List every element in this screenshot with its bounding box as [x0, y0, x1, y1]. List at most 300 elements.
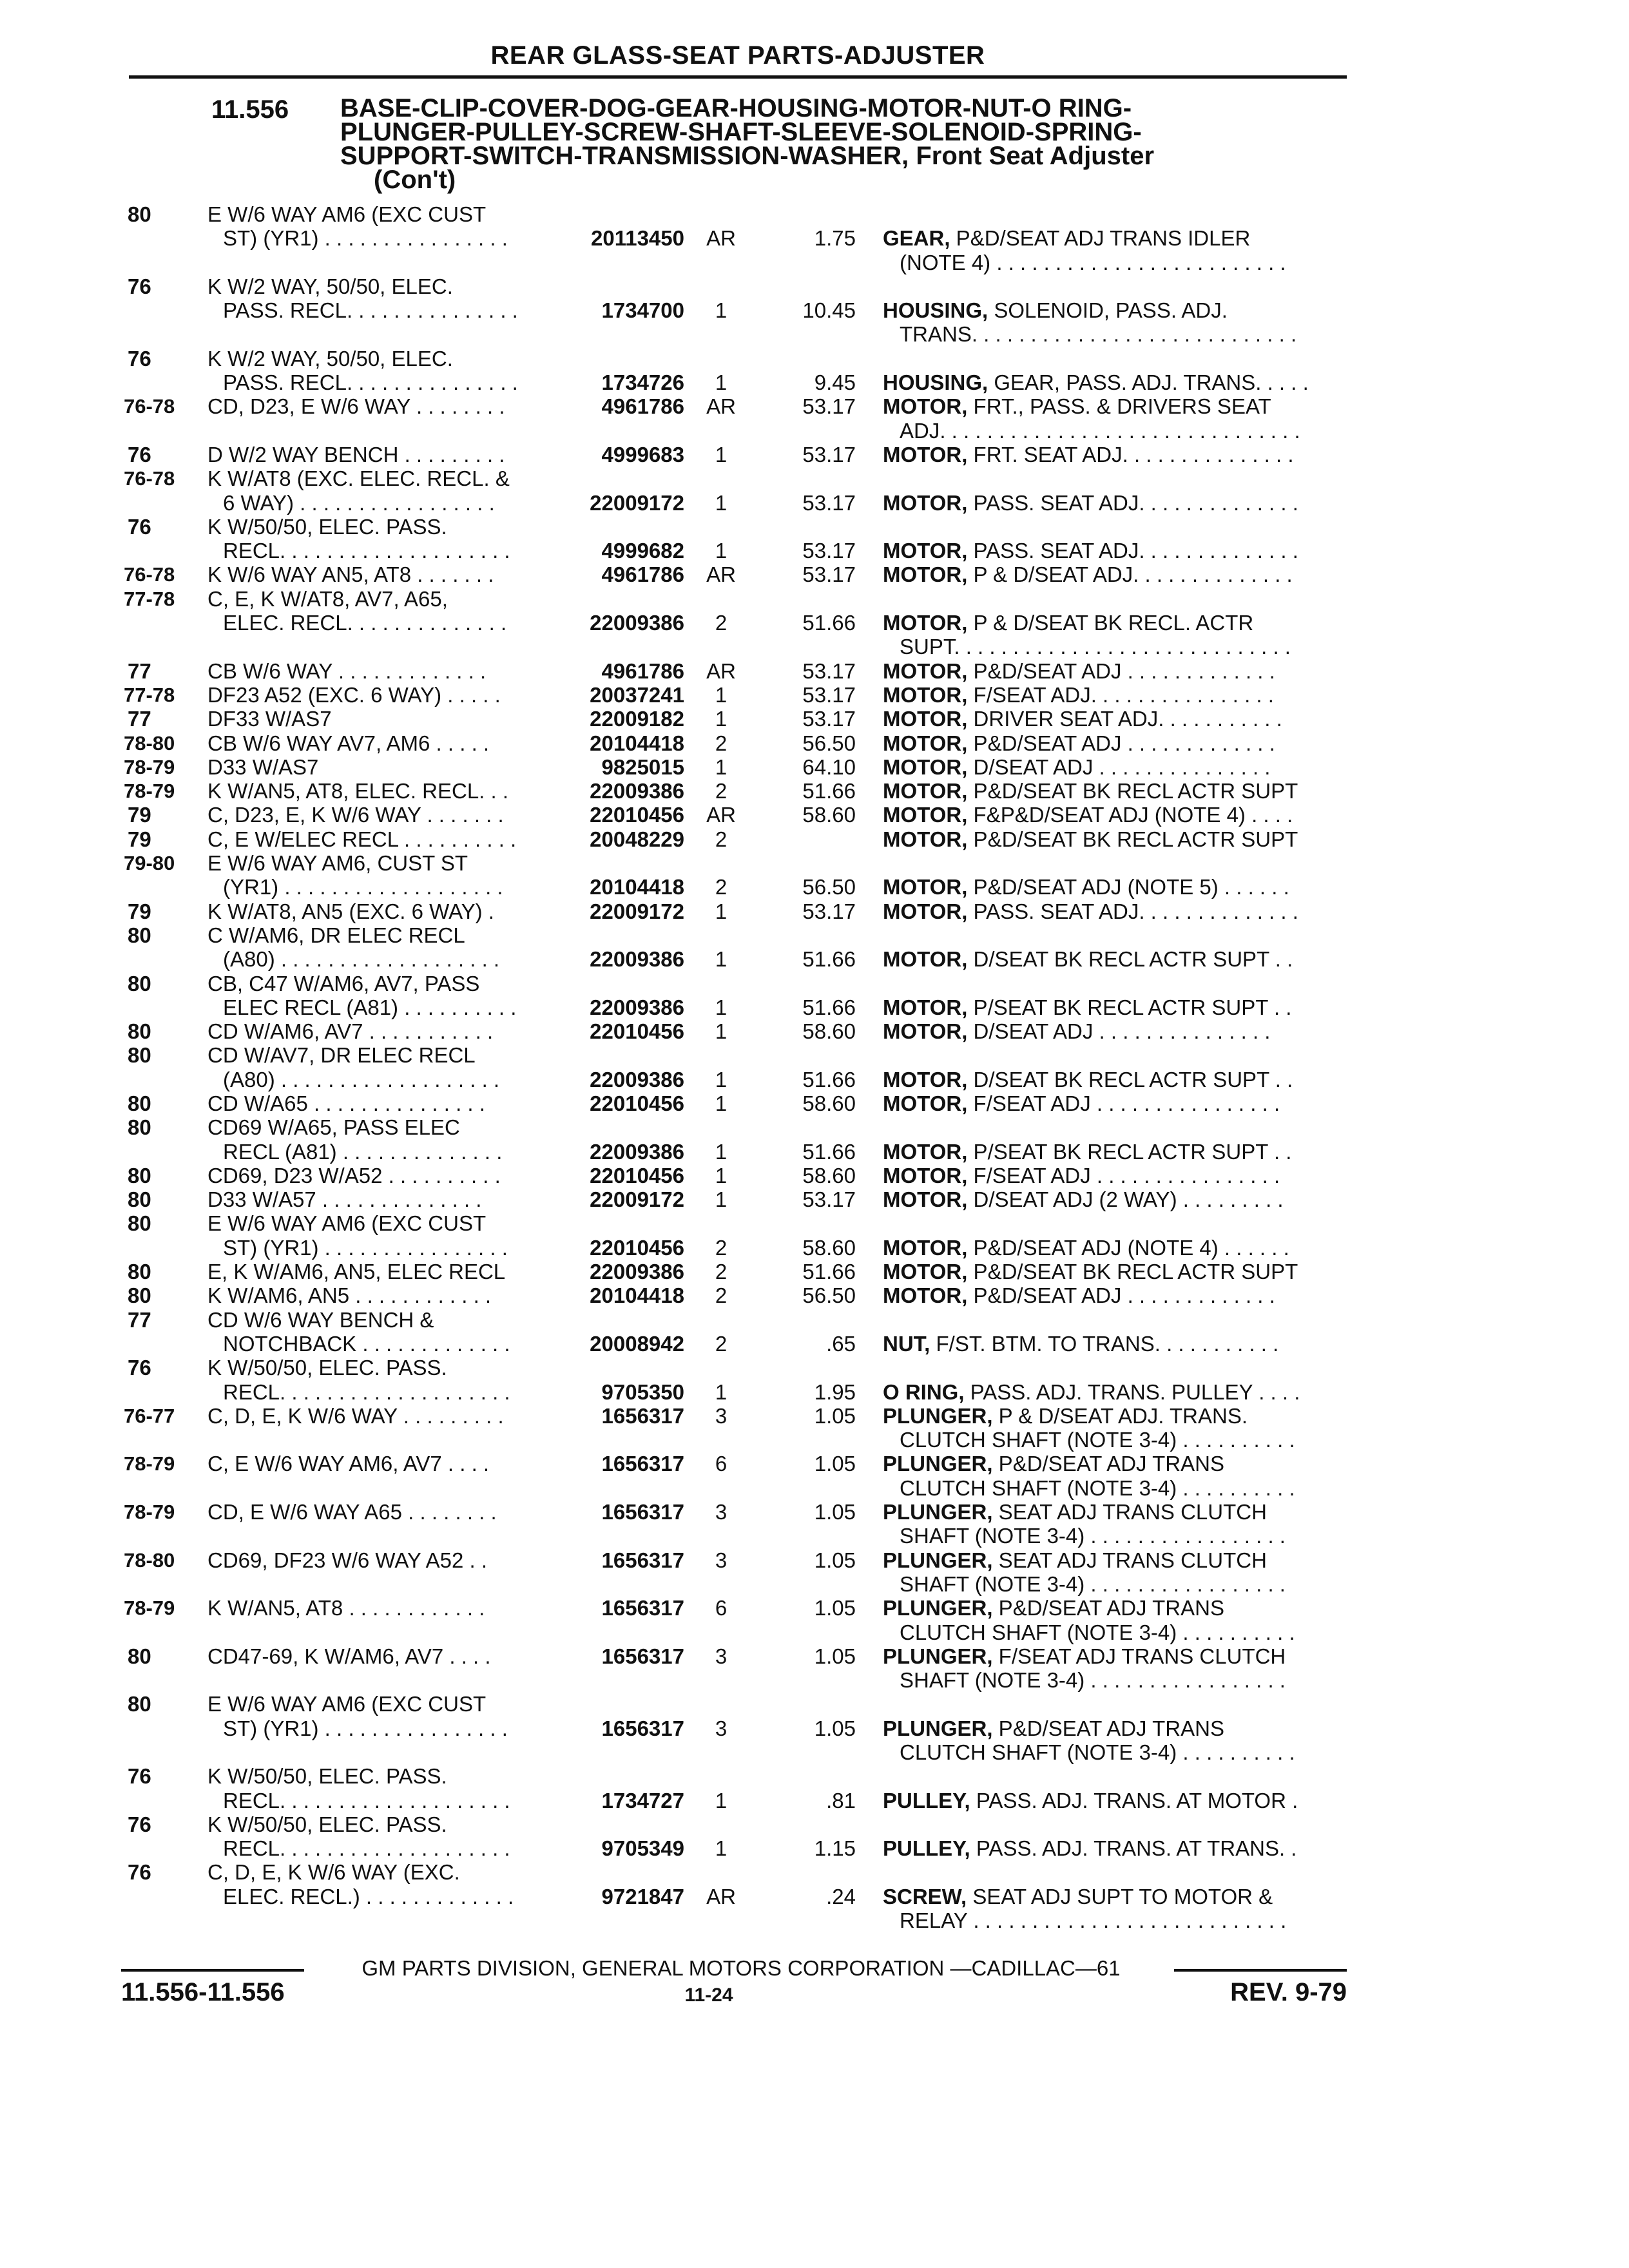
price: 9.45: [814, 370, 856, 395]
part-name-detail: DRIVER SEAT ADJ. . . . . . . . . . .: [967, 707, 1282, 731]
part-name-detail: FRT. SEAT ADJ. . . . . . . . . . . . . . .: [967, 442, 1294, 466]
part-name-detail: CLUTCH SHAFT (NOTE 3-4) . . . . . . . . . .: [900, 1740, 1295, 1764]
part-name-keyword: MOTOR,: [883, 947, 968, 972]
price: 10.45: [802, 298, 856, 323]
quantity: 1: [715, 370, 728, 395]
part-name-keyword: SCREW,: [883, 1884, 967, 1908]
table-row: [0, 443, 1629, 466]
part-name-keyword: MOTOR,: [883, 1283, 968, 1308]
price: 64.10: [802, 754, 856, 779]
quantity: 2: [715, 827, 728, 851]
table-row: [0, 1548, 1629, 1572]
part-name-detail: P & D/SEAT ADJ. TRANS.: [992, 1403, 1248, 1428]
model-year: 76: [128, 1764, 151, 1789]
model-year: 78-80: [124, 731, 175, 754]
application-description: RECL. . . . . . . . . . . . . . . . . . . .: [223, 1379, 510, 1404]
part-name: [883, 779, 1347, 803]
part-name-detail: F/SEAT ADJ . . . . . . . . . . . . . . . .: [967, 1091, 1280, 1115]
part-name-detail: P & D/SEAT ADJ. . . . . . . . . . . . . .: [967, 562, 1293, 587]
application-description: ELEC RECL (A81) . . . . . . . . . .: [223, 995, 517, 1019]
part-number: 22009386: [590, 1139, 684, 1164]
application-description: D33 W/A57 . . . . . . . . . . . . . .: [207, 1187, 482, 1212]
table-row: [0, 1692, 1629, 1716]
quantity: 2: [715, 1235, 728, 1260]
footer-revision: REV. 9-79: [1230, 1978, 1347, 2006]
part-number: 1734700: [601, 298, 684, 323]
table-row: [0, 1789, 1629, 1812]
table-row: [0, 1236, 1629, 1260]
parts-table: [0, 202, 1629, 1932]
part-name-keyword: MOTOR,: [883, 682, 968, 707]
part-number: 1656317: [601, 1644, 684, 1668]
application-description: PASS. RECL. . . . . . . . . . . . . . .: [223, 370, 518, 395]
model-year: 80: [128, 1692, 151, 1716]
part-name: [883, 1332, 1347, 1356]
model-year: 79: [128, 803, 151, 827]
price: 1.05: [814, 1403, 856, 1428]
quantity: 1: [715, 1836, 728, 1861]
application-description: K W/50/50, ELEC. PASS.: [207, 1356, 447, 1380]
table-row: [0, 1260, 1629, 1283]
part-name-detail: SEAT ADJ TRANS CLUTCH: [992, 1500, 1267, 1524]
price: 51.66: [802, 779, 856, 803]
model-year: 80: [128, 1187, 151, 1212]
model-year: 80: [128, 1644, 151, 1668]
part-name-keyword: PLUNGER,: [883, 1716, 993, 1740]
quantity: AR: [706, 562, 736, 587]
model-year: 80: [128, 1115, 151, 1140]
application-description: PASS. RECL. . . . . . . . . . . . . . .: [223, 298, 518, 323]
part-name-keyword: MOTOR,: [883, 562, 968, 587]
price: 58.60: [802, 1235, 856, 1260]
price: 1.15: [814, 1836, 856, 1861]
table-row: [0, 1668, 1629, 1692]
part-number: 22009386: [590, 995, 684, 1019]
application-description: DF33 W/AS7: [207, 707, 332, 731]
part-name: [883, 1500, 1347, 1524]
part-name-detail: F/SEAT ADJ . . . . . . . . . . . . . . . .: [967, 1163, 1280, 1187]
table-row: [0, 1115, 1629, 1139]
part-number: 1656317: [601, 1716, 684, 1740]
quantity: 1: [715, 1067, 728, 1091]
part-name-detail: PASS. SEAT ADJ. . . . . . . . . . . . . .: [967, 539, 1298, 563]
table-row: [0, 1716, 1629, 1740]
price: 1.05: [814, 1596, 856, 1620]
part-number: 1656317: [601, 1548, 684, 1572]
application-description: ST) (YR1) . . . . . . . . . . . . . . . .: [223, 226, 508, 251]
model-year: 76-78: [124, 467, 175, 490]
model-year: 80: [128, 1091, 151, 1115]
application-description: E W/6 WAY AM6 (EXC CUST: [207, 202, 487, 226]
application-description: (YR1) . . . . . . . . . . . . . . . . . . .: [223, 875, 503, 899]
part-number: 20008942: [590, 1331, 684, 1356]
table-row: [0, 1283, 1629, 1307]
part-name: [900, 1572, 1347, 1596]
price: 53.17: [802, 658, 856, 683]
price: 53.17: [802, 682, 856, 707]
price: 58.60: [802, 1163, 856, 1187]
part-name-keyword: PLUNGER,: [883, 1596, 993, 1620]
part-name: [883, 1885, 1347, 1908]
table-row: [0, 851, 1629, 875]
part-name: [900, 1740, 1347, 1764]
part-number: 9705349: [601, 1836, 684, 1861]
quantity: 1: [715, 298, 728, 323]
quantity: 2: [715, 611, 728, 635]
part-name-keyword: PLUNGER,: [883, 1452, 993, 1476]
part-name-detail: PASS. ADJ. TRANS. PULLEY . . . .: [964, 1379, 1300, 1404]
application-description: CD W/A65 . . . . . . . . . . . . . . .: [207, 1091, 485, 1115]
application-description: CB W/6 WAY . . . . . . . . . . . . .: [207, 658, 487, 683]
part-name-detail: SEAT ADJ TRANS CLUTCH: [992, 1548, 1267, 1572]
part-name: [883, 394, 1347, 418]
table-row: [0, 1068, 1629, 1091]
application-description: C, E W/ELEC RECL . . . . . . . . . .: [207, 827, 517, 851]
part-number: 9825015: [601, 754, 684, 779]
part-name-keyword: MOTOR,: [883, 1091, 968, 1115]
part-name-keyword: GEAR,: [883, 226, 950, 251]
part-number: 9721847: [601, 1884, 684, 1908]
part-number: 20104418: [590, 731, 684, 755]
model-year: 78-79: [124, 755, 175, 778]
application-description: CD W/AV7, DR ELEC RECL: [207, 1043, 476, 1068]
price: 1.05: [814, 1644, 856, 1668]
part-name: [883, 875, 1347, 899]
model-year: 76-77: [124, 1404, 175, 1427]
price: 53.17: [802, 707, 856, 731]
application-description: ELEC. RECL.) . . . . . . . . . . . . .: [223, 1884, 514, 1908]
part-name-keyword: HOUSING,: [883, 298, 988, 323]
application-description: K W/AT8 (EXC. ELEC. RECL. &: [207, 466, 510, 491]
table-row: [0, 755, 1629, 779]
table-row: [0, 731, 1629, 755]
quantity: AR: [706, 1884, 736, 1908]
table-row: [0, 707, 1629, 731]
part-name-detail: P&D/SEAT ADJ (NOTE 4) . . . . . .: [967, 1235, 1289, 1260]
model-year: 76: [128, 442, 151, 466]
quantity: 1: [715, 1139, 728, 1164]
part-number: 1734726: [601, 370, 684, 395]
table-row: [0, 322, 1629, 346]
price: .81: [826, 1788, 856, 1812]
part-name-detail: F/SEAT ADJ TRANS CLUTCH: [992, 1644, 1286, 1668]
footer-section-range: 11.556-11.556: [121, 1978, 285, 2006]
part-name: [883, 443, 1347, 466]
part-name-detail: P & D/SEAT BK RECL. ACTR: [967, 611, 1254, 635]
quantity: 2: [715, 1331, 728, 1356]
application-description: CD47-69, K W/AM6, AV7 . . . .: [207, 1644, 491, 1668]
price: 1.05: [814, 1548, 856, 1572]
model-year: 80: [128, 1260, 151, 1284]
quantity: 1: [715, 899, 728, 923]
application-description: RECL. . . . . . . . . . . . . . . . . . . .: [223, 1788, 510, 1812]
application-description: E W/6 WAY AM6 (EXC CUST: [207, 1211, 487, 1236]
part-name-detail: CLUTCH SHAFT (NOTE 3-4) . . . . . . . . . .: [900, 1620, 1295, 1644]
part-name: [900, 1668, 1347, 1692]
price: 56.50: [802, 731, 856, 755]
table-row: [0, 1596, 1629, 1620]
table-row: [0, 1211, 1629, 1235]
quantity: AR: [706, 658, 736, 683]
part-name-detail: P&D/SEAT ADJ TRANS: [992, 1716, 1224, 1740]
part-name: [883, 1140, 1347, 1164]
application-description: D33 W/AS7: [207, 754, 319, 779]
part-name-keyword: MOTOR,: [883, 490, 968, 515]
application-description: K W/50/50, ELEC. PASS.: [207, 514, 447, 539]
part-name-detail: P&D/SEAT BK RECL ACTR SUPT: [967, 1260, 1298, 1284]
table-row: [0, 347, 1629, 370]
part-name-detail: D/SEAT ADJ . . . . . . . . . . . . . . .: [967, 1019, 1271, 1044]
model-year: 80: [128, 1283, 151, 1308]
model-year: 78-79: [124, 1597, 175, 1620]
price: .65: [826, 1331, 856, 1356]
model-year: 77-78: [124, 587, 175, 610]
table-row: [0, 611, 1629, 635]
table-row: [0, 1764, 1629, 1788]
quantity: 1: [715, 539, 728, 563]
application-description: K W/50/50, ELEC. PASS.: [207, 1812, 447, 1836]
quantity: 3: [715, 1548, 728, 1572]
quantity: 6: [715, 1596, 728, 1620]
part-name-keyword: MOTOR,: [883, 827, 968, 851]
quantity: 6: [715, 1452, 728, 1476]
table-row: [0, 1091, 1629, 1115]
table-row: [0, 947, 1629, 971]
part-name: [883, 899, 1347, 923]
quantity: AR: [706, 803, 736, 827]
part-name-keyword: PLUNGER,: [883, 1644, 993, 1668]
section-title-line: BASE-CLIP-COVER-DOG-GEAR-HOUSING-MOTOR-NUT-O RING-: [340, 94, 1132, 122]
price: .24: [826, 1884, 856, 1908]
table-row: [0, 1860, 1629, 1884]
part-name-detail: D/SEAT ADJ (2 WAY) . . . . . . . . .: [967, 1187, 1284, 1212]
part-number: 22009172: [590, 1187, 684, 1212]
price: 1.05: [814, 1452, 856, 1476]
table-row: [0, 202, 1629, 226]
part-name-keyword: MOTOR,: [883, 899, 968, 923]
price: 1.95: [814, 1379, 856, 1404]
model-year: 80: [128, 1163, 151, 1187]
price: 51.66: [802, 1260, 856, 1284]
part-number: 22010456: [590, 1091, 684, 1115]
quantity: 1: [715, 1019, 728, 1044]
table-row: [0, 1620, 1629, 1644]
price: 51.66: [802, 1067, 856, 1091]
part-name-keyword: MOTOR,: [883, 394, 968, 419]
part-name: [900, 1620, 1347, 1644]
part-name: [883, 611, 1347, 635]
model-year: 79: [128, 899, 151, 923]
table-row: [0, 899, 1629, 923]
price: 1.75: [814, 226, 856, 251]
part-name: [883, 1836, 1347, 1860]
part-name: [883, 683, 1347, 707]
part-name: [883, 370, 1347, 394]
application-description: (A80) . . . . . . . . . . . . . . . . . . .: [223, 947, 500, 972]
part-number: 20113450: [590, 226, 684, 251]
part-name-keyword: MOTOR,: [883, 442, 968, 466]
part-name: [883, 1164, 1347, 1187]
table-row: [0, 1187, 1629, 1211]
table-row: [0, 226, 1629, 250]
part-name: [883, 1716, 1347, 1740]
application-description: RECL (A81) . . . . . . . . . . . . . .: [223, 1139, 503, 1164]
part-name-keyword: PLUNGER,: [883, 1500, 993, 1524]
application-description: C W/AM6, DR ELEC RECL: [207, 923, 465, 947]
quantity: 3: [715, 1500, 728, 1524]
part-name-detail: P&D/SEAT ADJ (NOTE 5) . . . . . .: [967, 875, 1289, 899]
section-title-continued: (Con't): [374, 166, 456, 194]
price: 58.60: [802, 1091, 856, 1115]
part-name-keyword: MOTOR,: [883, 731, 968, 755]
table-row: [0, 515, 1629, 539]
model-year: 76: [128, 514, 151, 539]
part-name-detail: PASS. ADJ. TRANS. AT MOTOR .: [970, 1788, 1298, 1812]
application-description: K W/2 WAY, 50/50, ELEC.: [207, 346, 453, 370]
footer-publisher: GM PARTS DIVISION, GENERAL MOTORS CORPORATION —CADILLAC—61: [361, 1956, 1121, 1980]
part-name-keyword: MOTOR,: [883, 1163, 968, 1187]
application-description: CD W/AM6, AV7 . . . . . . . . . . .: [207, 1019, 494, 1044]
application-description: CD69 W/A65, PASS ELEC: [207, 1115, 460, 1140]
part-name: [883, 827, 1347, 851]
part-name-detail: SHAFT (NOTE 3-4) . . . . . . . . . . . . . . . . .: [900, 1668, 1286, 1693]
model-year: 77: [128, 658, 151, 683]
quantity: AR: [706, 394, 736, 419]
part-name-keyword: MOTOR,: [883, 875, 968, 899]
quantity: 2: [715, 1260, 728, 1284]
table-row: [0, 923, 1629, 947]
quantity: AR: [706, 226, 736, 251]
part-name-detail: D/SEAT BK RECL ACTR SUPT . .: [967, 947, 1293, 972]
part-name-detail: F/ST. BTM. TO TRANS. . . . . . . . . . .: [930, 1331, 1279, 1356]
price: 51.66: [802, 947, 856, 972]
table-row: [0, 1404, 1629, 1428]
table-row: [0, 370, 1629, 394]
table-row: [0, 1524, 1629, 1548]
model-year: 78-79: [124, 1501, 175, 1524]
part-number: 22009172: [590, 899, 684, 923]
application-description: K W/AM6, AN5 . . . . . . . . . . . .: [207, 1283, 492, 1308]
quantity: 2: [715, 779, 728, 803]
application-description: E W/6 WAY AM6, CUST ST: [207, 851, 468, 876]
price: 53.17: [802, 394, 856, 419]
part-number: 4961786: [601, 562, 684, 587]
application-description: ST) (YR1) . . . . . . . . . . . . . . . .: [223, 1235, 508, 1260]
part-name: [883, 1283, 1347, 1307]
part-number: 22009386: [590, 779, 684, 803]
model-year: 78-79: [124, 780, 175, 803]
application-description: ST) (YR1) . . . . . . . . . . . . . . . .: [223, 1716, 508, 1740]
table-row: [0, 683, 1629, 707]
application-description: C, D, E, K W/6 WAY (EXC.: [207, 1860, 460, 1885]
part-number: 22009386: [590, 611, 684, 635]
part-number: 20104418: [590, 875, 684, 899]
part-number: 20048229: [590, 827, 684, 851]
application-description: C, E, K W/AT8, AV7, A65,: [207, 586, 448, 611]
model-year: 78-79: [124, 1452, 175, 1475]
table-row: [0, 1476, 1629, 1500]
table-row: [0, 562, 1629, 586]
table-row: [0, 659, 1629, 683]
part-name: [883, 995, 1347, 1019]
quantity: 1: [715, 1187, 728, 1212]
application-description: NOTCHBACK . . . . . . . . . . . . .: [223, 1331, 510, 1356]
table-row: [0, 1500, 1629, 1524]
part-name: [883, 1236, 1347, 1260]
price: 53.17: [802, 490, 856, 515]
price: 1.05: [814, 1500, 856, 1524]
part-name: [900, 1476, 1347, 1500]
price: 53.17: [802, 562, 856, 587]
page-header-title: REAR GLASS-SEAT PARTS-ADJUSTER: [490, 41, 985, 70]
part-name: [883, 539, 1347, 562]
application-description: E, K W/AM6, AN5, ELEC RECL: [207, 1260, 506, 1284]
quantity: 1: [715, 1788, 728, 1812]
table-row: [0, 491, 1629, 515]
part-name-detail: CLUTCH SHAFT (NOTE 3-4) . . . . . . . . . .: [900, 1475, 1295, 1500]
price: 1.05: [814, 1716, 856, 1740]
table-row: [0, 1428, 1629, 1452]
application-description: D W/2 WAY BENCH . . . . . . . . .: [207, 442, 505, 466]
part-number: 22009386: [590, 1067, 684, 1091]
application-description: CD, E W/6 WAY A65 . . . . . . . .: [207, 1500, 497, 1524]
application-description: K W/AT8, AN5 (EXC. 6 WAY) .: [207, 899, 494, 923]
part-number: 1656317: [601, 1596, 684, 1620]
application-description: (A80) . . . . . . . . . . . . . . . . . . .: [223, 1067, 500, 1091]
application-description: CD69, D23 W/A52 . . . . . . . . . .: [207, 1163, 501, 1187]
part-number: 22010456: [590, 1235, 684, 1260]
part-name-detail: (NOTE 4) . . . . . . . . . . . . . . . . . . . . . . . . .: [900, 250, 1286, 274]
table-row: [0, 251, 1629, 274]
part-name: [883, 947, 1347, 971]
quantity: 1: [715, 682, 728, 707]
table-row: [0, 1332, 1629, 1356]
part-name: [900, 1524, 1347, 1548]
part-name-keyword: PULLEY,: [883, 1788, 970, 1812]
part-name-keyword: NUT,: [883, 1331, 930, 1356]
part-name: [883, 1019, 1347, 1043]
part-name: [900, 1908, 1347, 1932]
table-row: [0, 1885, 1629, 1908]
part-number: 1656317: [601, 1500, 684, 1524]
part-number: 22009172: [590, 490, 684, 515]
model-year: 80: [128, 971, 151, 995]
application-description: K W/2 WAY, 50/50, ELEC.: [207, 274, 453, 298]
table-row: [0, 1164, 1629, 1187]
part-name-detail: PASS. ADJ. TRANS. AT TRANS. .: [970, 1836, 1297, 1861]
part-name: [883, 491, 1347, 515]
part-number: 1656317: [601, 1452, 684, 1476]
table-row: [0, 1908, 1629, 1932]
quantity: 1: [715, 754, 728, 779]
section-number: 11.556: [211, 95, 289, 124]
part-name-keyword: MOTOR,: [883, 1019, 968, 1044]
quantity: 2: [715, 731, 728, 755]
part-name-detail: CLUTCH SHAFT (NOTE 3-4) . . . . . . . . . .: [900, 1428, 1295, 1452]
part-name-detail: P&D/SEAT ADJ TRANS IDLER: [950, 226, 1251, 251]
model-year: 77: [128, 1307, 151, 1332]
price: 51.66: [802, 1139, 856, 1164]
table-row: [0, 394, 1629, 418]
part-name: [883, 1548, 1347, 1572]
part-name: [883, 755, 1347, 779]
part-name-detail: P&D/SEAT ADJ TRANS: [992, 1452, 1224, 1476]
model-year: 79-80: [124, 852, 175, 875]
table-row: [0, 635, 1629, 658]
quantity: 3: [715, 1403, 728, 1428]
part-name: [883, 1260, 1347, 1283]
part-name: [883, 298, 1347, 322]
